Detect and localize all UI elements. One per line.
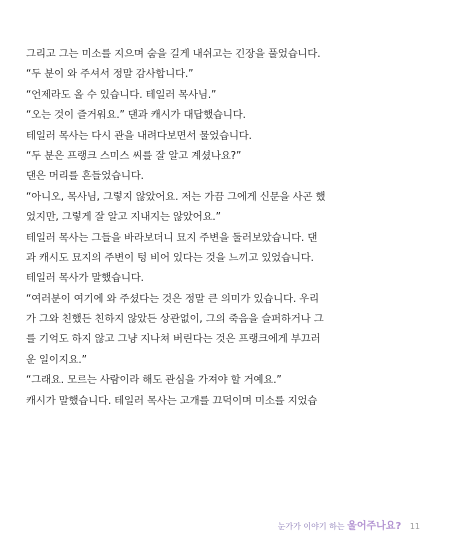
text-line: 가 그와 친했든 친하지 않았든 상관없이, 그의 죽음을 슬퍼하거나 그 (26, 313, 324, 326)
text-line: 댄은 머리를 흔들었습니다. (26, 170, 144, 183)
text-line: 과 캐시도 묘지의 주변이 텅 비어 있다는 것을 느끼고 있었습니다. (26, 251, 314, 264)
text-line: 었지만, 그렇게 잘 알고 지내지는 않았어요.” (26, 211, 221, 224)
footer-title-prefix: 눈가가 이야기 하는 (277, 522, 345, 531)
text-line: 캐시가 말했습니다. 테일러 목사는 고개를 끄덕이며 미소를 지었습 (26, 394, 318, 407)
text-line: 테일러 목사가 말했습니다. (26, 272, 144, 285)
text-line: “그래요. 모르는 사람이라 해도 관심을 가져야 할 거예요.” (26, 374, 282, 387)
text-line: 테일러 목사는 그들을 바라보더니 묘지 주변을 둘러보았습니다. 댄 (26, 231, 318, 244)
page-number: 11 (409, 522, 420, 531)
running-footer (278, 517, 420, 532)
text-line: “아니오, 목사님, 그렇지 않았어요. 저는 가끔 그에게 신문을 사곤 했 (26, 190, 326, 203)
text-line: 를 기억도 하지 않고 그냥 지나쳐 버린다는 것은 프랭크에게 부끄러 (26, 333, 321, 346)
text-line: 테일러 목사는 다시 관을 내려다보면서 물었습니다. (26, 129, 252, 142)
text-line: “오는 것이 즐거워요.” 댄과 캐시가 대답했습니다. (26, 109, 246, 122)
text-line: 그리고 그는 미소를 지으며 숨을 길게 내쉬고는 긴장을 풀었습니다. (26, 48, 321, 60)
text-line: “언제라도 올 수 있습니다. 테일러 목사님.” (26, 88, 217, 101)
text-line: “두 분은 프랭크 스미스 씨를 잘 알고 계셨나요?” (26, 149, 242, 162)
body-text (26, 44, 411, 411)
text-line: “여러분이 여기에 와 주셨다는 것은 정말 큰 의미가 있습니다. 우리 (26, 292, 319, 305)
text-line: “두 분이 와 주셔서 정말 감사합니다.” (26, 68, 194, 81)
footer-title-accent: 울어주나요? (347, 521, 402, 532)
text-line: 운 일이지요.” (26, 353, 87, 366)
